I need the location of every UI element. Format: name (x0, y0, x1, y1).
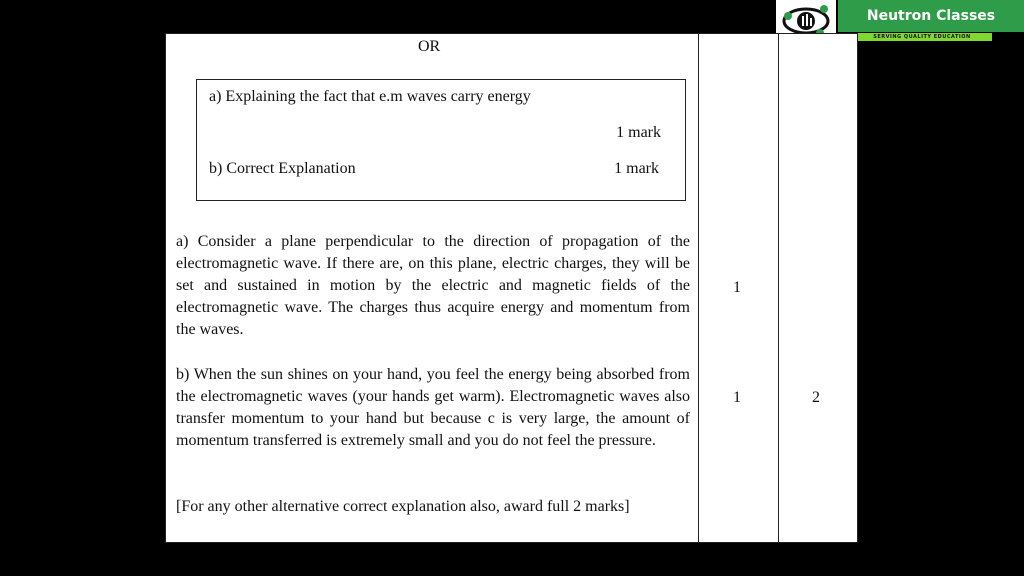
logo-tagline: SERVING QUALITY EDUCATION (852, 33, 992, 41)
box-item-a-mark: 1 mark (616, 124, 661, 141)
mark-part-b: 1 (733, 389, 741, 406)
answer-part-b: b) When the sun shines on your hand, you feel the energy being absorbed from the electromagnetic waves (your hands get warm). Electromagnetic waves also transfer momentum to your hand but because c is very large, the amount of momentum transferred is extremely small and you do not feel the pressure. (176, 366, 690, 449)
or-heading: OR (418, 38, 441, 55)
box-item-b-mark: 1 mark (614, 160, 659, 177)
logo-name: Neutron Classes (838, 0, 1024, 32)
mark-part-a: 1 (733, 279, 741, 296)
column-divider (698, 34, 699, 542)
box-item-a-label: a) Explaining the fact that e.m waves carry energy (209, 88, 531, 105)
marking-scheme-page (165, 33, 858, 543)
answer-part-a: a) Consider a plane perpendicular to the direction of propagation of the electromagnetic wave. If there are, on this plane, electric charges, they will be set and sustained in motion by the electric and magnetic fields of the electromagnetic wave. The charges thus acquire energy and momentum from the waves. (176, 233, 690, 338)
box-item-b-label: b) Correct Explanation (209, 160, 356, 177)
total-marks: 2 (812, 389, 820, 406)
answer-note: [For any other alternative correct explanation also, award full 2 marks] (176, 498, 630, 515)
column-divider (778, 34, 779, 542)
marks-distribution-box (196, 79, 686, 201)
